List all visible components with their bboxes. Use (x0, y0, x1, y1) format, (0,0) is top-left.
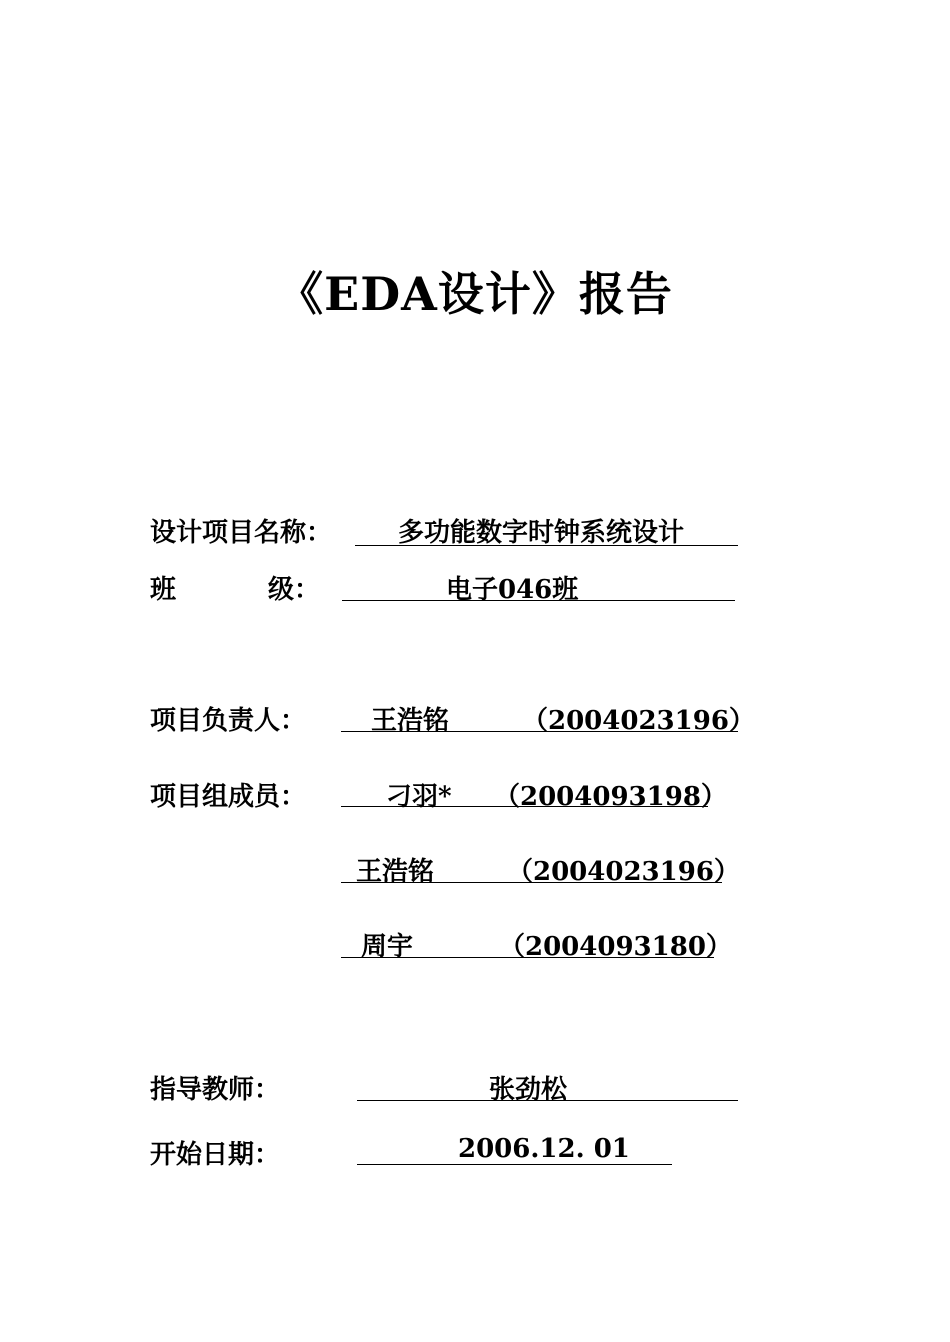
advisor-value: 张劲松 (489, 1075, 568, 1105)
members-label: 项目组成员： (150, 782, 307, 812)
project-name-label: 设计项目名称： (150, 518, 333, 548)
leader-name: 王浩铭 (371, 706, 450, 736)
class-label-suffix: 级： (268, 575, 321, 605)
member-id: （2004093198） (494, 782, 727, 812)
leader-id: （2004023196） (522, 706, 755, 736)
document-title: 《EDA设计》报告 (277, 267, 673, 321)
start-date-label: 开始日期： (150, 1140, 281, 1170)
class-label-char: 班 (150, 575, 177, 605)
leader-label: 项目负责人： (150, 706, 307, 736)
member-name: 周宇 (361, 932, 414, 962)
project-name-value: 多功能数字时钟系统设计 (398, 518, 685, 548)
member-name: 刁羽* (386, 782, 452, 812)
start-date-value: 2006.12. 01 (458, 1134, 630, 1164)
member-name: 王浩铭 (356, 857, 435, 887)
class-value: 电子046班 (446, 575, 579, 605)
member-id: （2004023196） (507, 857, 740, 887)
advisor-label: 指导教师： (150, 1075, 281, 1105)
member-id: （2004093180） (499, 932, 732, 962)
